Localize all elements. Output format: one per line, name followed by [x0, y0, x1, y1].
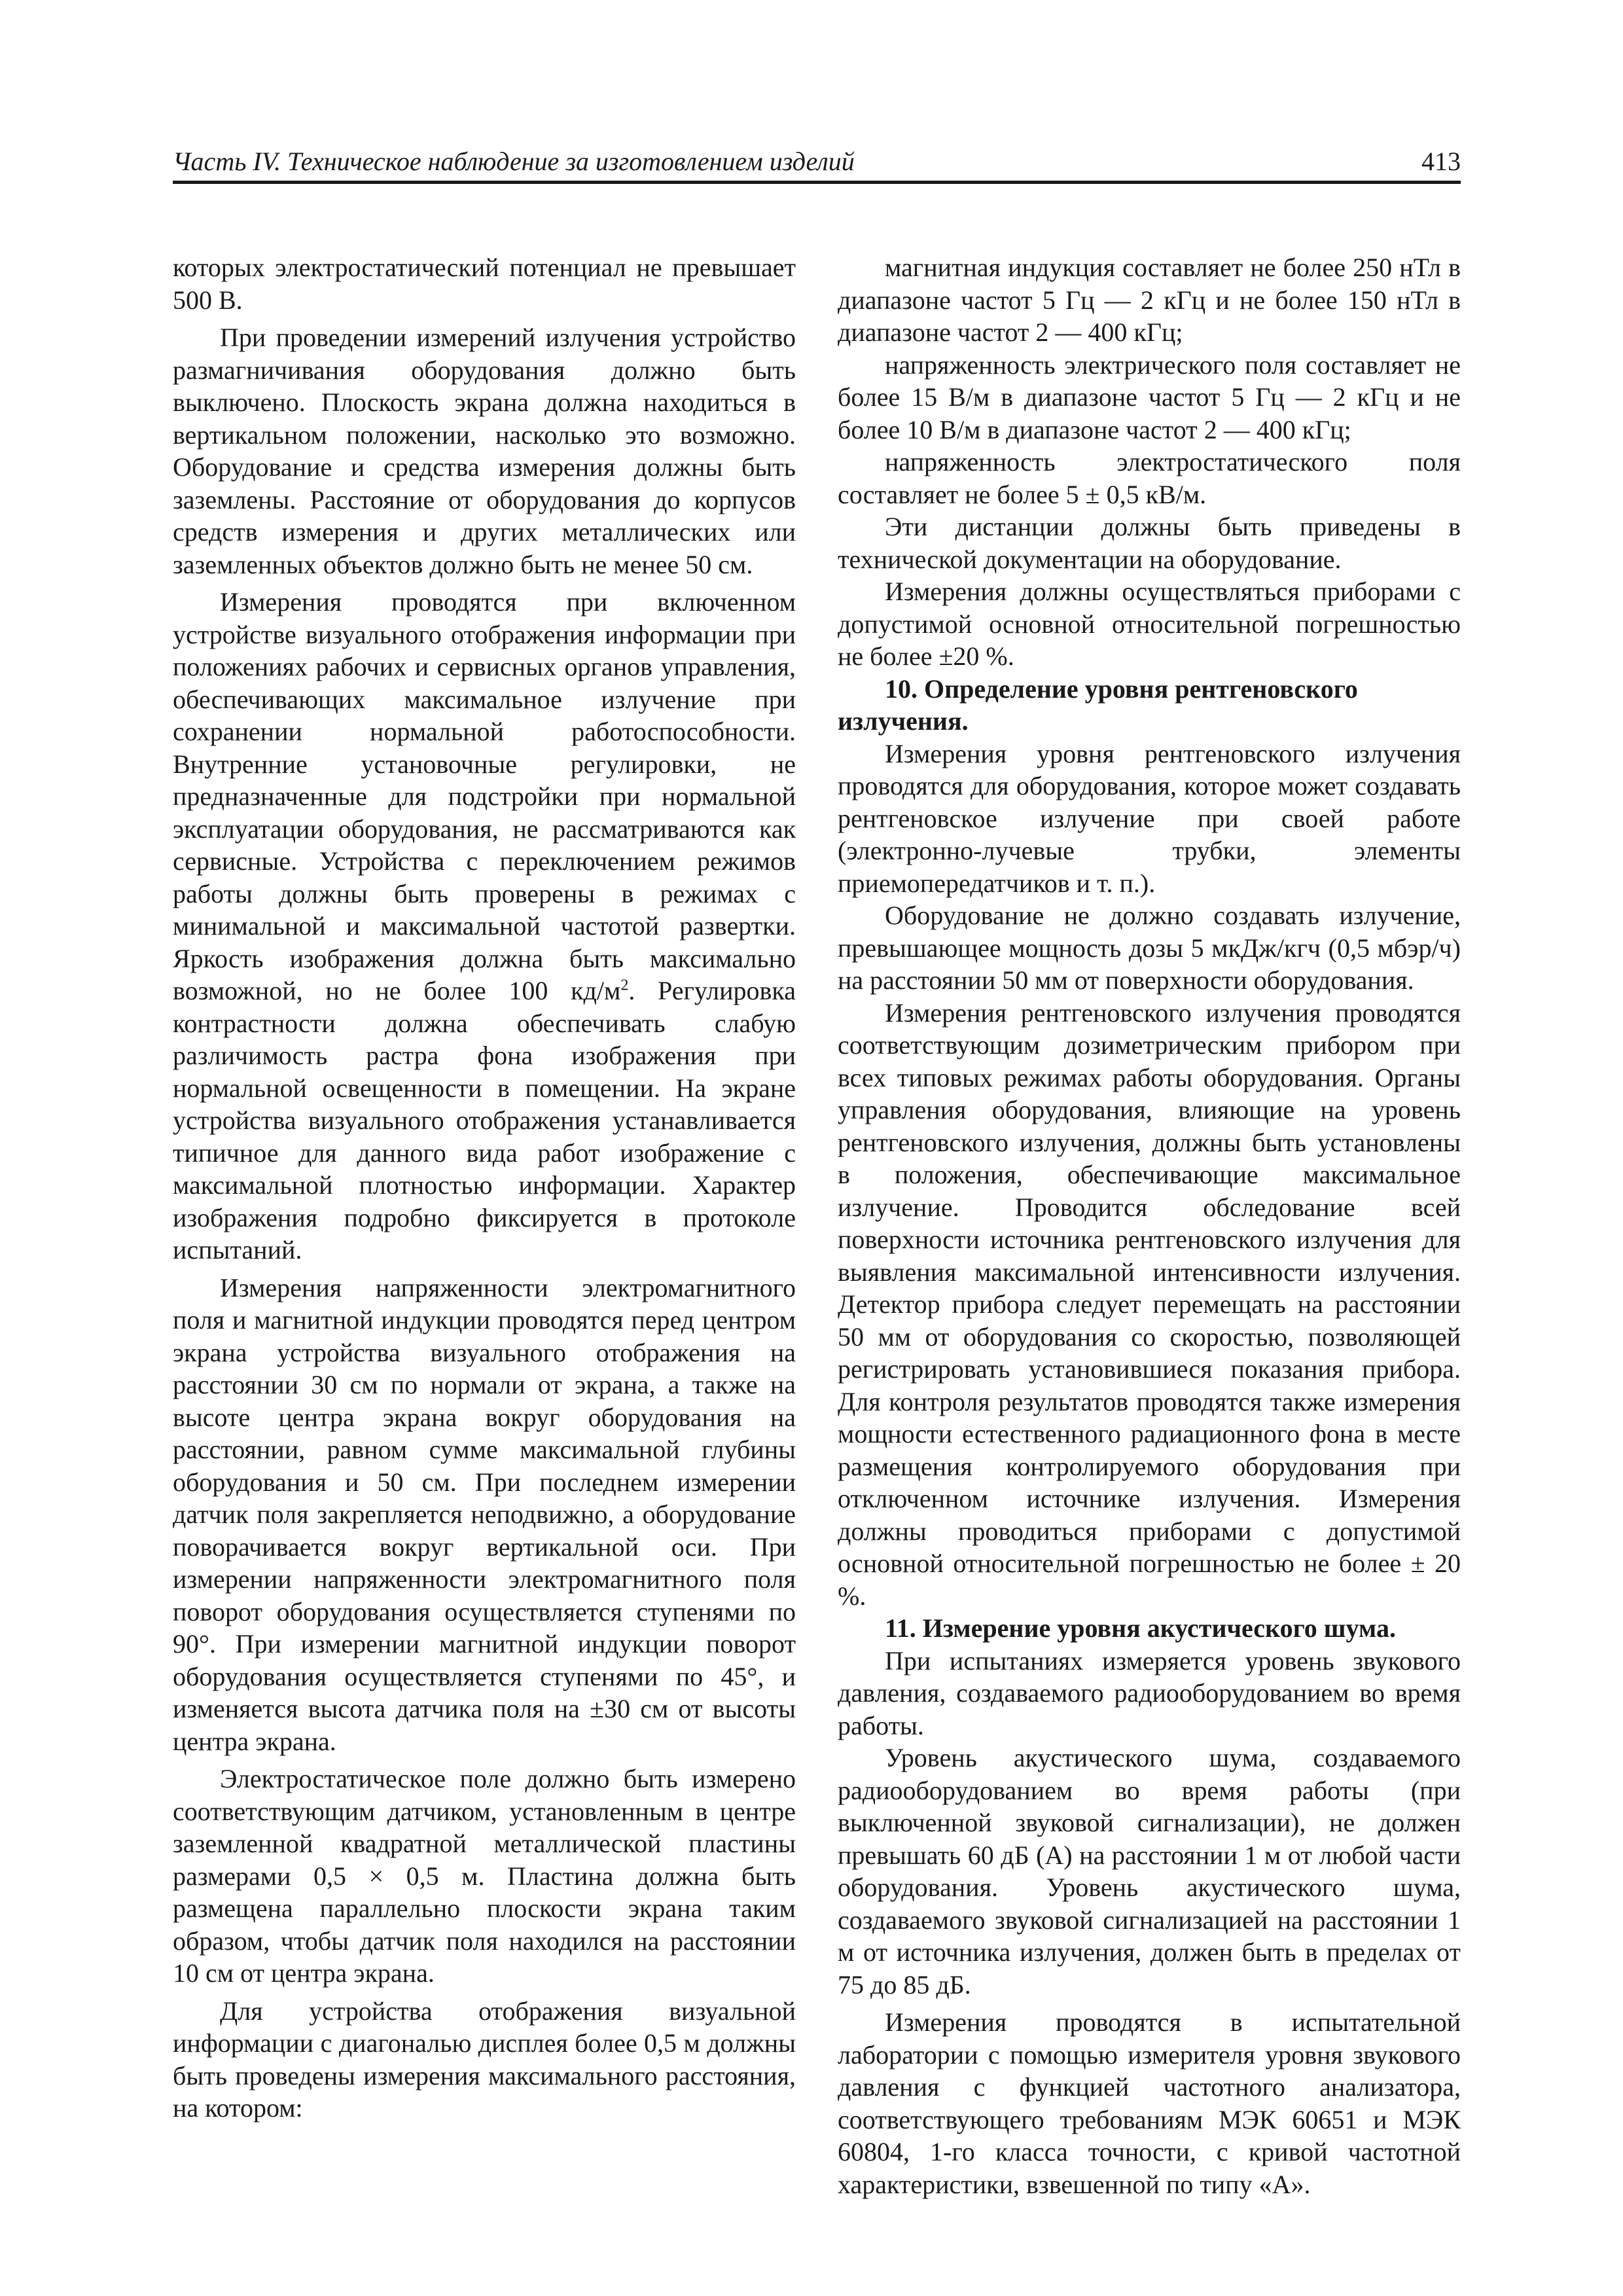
- paragraph: Оборудование не должно создавать излучение, превышающее мощность дозы 5 мкДж/кгч (0,5 мбэр/ч) на расстоянии 50 мм от поверхности оборудования.: [838, 901, 1461, 995]
- running-title: Часть IV. Техническое наблюдение за изготовлением изделий: [173, 147, 855, 176]
- paragraph: Эти дистанции должны быть приведены в технической документации на оборудование.: [838, 512, 1461, 574]
- paragraph: При испытаниях измеряется уровень звукового давления, создаваемого радиооборудованием во время работы.: [838, 1645, 1461, 1740]
- paragraph: которых электростатический потенциал не превышает 500 В.: [173, 253, 796, 315]
- superscript: 2: [620, 977, 629, 994]
- right-column: [838, 251, 1461, 2200]
- list-item: магнитная индукция составляет не более 250 нТл в диапазоне частот 5 Гц — 2 кГц и не более 150 нТл в диапазоне частот 2 — 400 кГц;: [838, 253, 1461, 347]
- paragraph: Измерения напряженности электромагнитного поля и магнитной индукции проводятся перед центром экрана устройства визуального отображения на расстоянии 30 см по нормали от экрана, а также на высоте центра экрана вокруг оборудования на расстоянии, равном сумме максимальной глубины оборудования и 50 см. При последнем измерении датчик поля закрепляется неподвижно, а оборудование поворачивается вокруг вертикальной оси. При измерении напряженности электромагнитного поля поворот оборудования осуществляется ступенями по 90°. При измерении магнитной индукции поворот оборудования осуществляется ступенями по 45°, и изменяется высота датчика поля на ±30 см от высоты центра экрана.: [173, 1272, 796, 1756]
- paragraph-text: . Регулировка контрастности должна обеспечивать слабую различимость растра фона изображения при нормальной освещенности в помещении. На экране устройства визуального отображения устанавливается типичное для данного вида работ изображение с максимальной плотностью информации. Характер изображения подробно фиксируется в протоколе испытаний.: [173, 976, 796, 1265]
- paragraph: Измерения должны осуществляться приборами с допустимой основной относительной погрешностью не более ±20 %.: [838, 577, 1461, 671]
- page-number: 413: [1421, 147, 1461, 176]
- section-heading: 11. Измерение уровня акустического шума.: [885, 1613, 1396, 1643]
- paragraph: Измерения рентгеновского излучения проводятся соответствующим дозиметрическим прибором при всех типовых режимах работы оборудования. Органы управления оборудования, влияющие на уровень рентгеновского излучения, должны быть установлены в положения, обеспечивающие максимальное излучение. Проводится обследование всей поверхности источника рентгеновского излучения для выявления максимальной интенсивности излучения. Детектор прибора следует перемещать на расстоянии 50 мм от оборудования со скоростью, позволяющей регистрировать установившиеся показания прибора. Для контроля результатов проводятся также измерения мощности естественного радиационного фона в месте размещения контролируемого оборудования при отключенном источнике излучения. Измерения должны проводиться приборами с допустимой основной относительной погрешностью не более ± 20 %.: [838, 997, 1461, 1611]
- list-item: напряженность электростатического поля составляет не более 5 ± 0,5 кВ/м.: [838, 447, 1461, 509]
- list-item: напряженность электрического поля составляет не более 15 В/м в диапазоне частот 5 Гц — 2 кГц и не более 10 В/м в диапазоне частот 2 — 400 кГц;: [838, 350, 1461, 444]
- paragraph: Измерения проводятся в испытательной лаборатории с помощью измерителя уровня звукового давления с функцией частотного анализатора, соответствующего требованиям МЭК 60651 и МЭК 60804, 1-го класса точности, с кривой частотной характеристики, взвешенной по типу «А».: [838, 2007, 1461, 2199]
- paragraph: Электростатическое поле должно быть измерено соответствующим датчиком, установленным в центре заземленной квадратной металлической пластины размерами 0,5 × 0,5 м. Пластина должна быть размещена параллельно плоскости экрана таким образом, чтобы датчик поля находился на расстоянии 10 см от центра экрана.: [173, 1764, 796, 1988]
- paragraph: [173, 586, 796, 1266]
- paragraph: Уровень акустического шума, создаваемого радиооборудованием во время работы (при выключенной звуковой сигнализации), не должен превышать 60 дБ (А) на расстоянии 1 м от любой части оборудования. Уровень акустического шума, создаваемого звуковой сигнализацией на расстоянии 1 м от источника излучения, должен быть в пределах от 75 до 85 дБ.: [838, 1743, 1461, 2000]
- paragraph: Измерения уровня рентгеновского излучения проводятся для оборудования, которое может создавать рентгеновское излучение при своей работе (электронно-лучевые трубки, элементы приемопередатчиков и т. п.).: [838, 738, 1461, 898]
- paragraph: При проведении измерений излучения устройство размагничивания оборудования должно быть выключено. Плоскость экрана должна находиться в вертикальном положении, насколько это возможно. Оборудование и средства измерения должны быть заземлены. Расстояние от оборудования до корпусов средств измерения и других металлических или заземленных объектов должно быть не менее 50 см.: [173, 323, 796, 579]
- paragraph-text: Измерения проводятся при включенном устройстве визуального отображения информации при положениях рабочих и сервисных органов управления, обеспечивающих максимальное излучение при сохранении нормальной работоспособности. Внутренние установочные регулировки, не предназначенные для подстройки при нормальной эксплуатации оборудования, не рассматриваются как сервисные. Устройства с переключением режимов работы должны быть проверены в режимах с минимальной и максимальной частотой развертки. Яркость изображения должна быть максимально возможной, но не более 100 кд/м: [173, 587, 796, 1005]
- left-column: [173, 251, 796, 2125]
- paragraph: Для устройства отображения визуальной информации с диагональю дисплея более 0,5 м должны быть проведены измерения максимального расстояния, на котором:: [173, 1996, 796, 2123]
- section-heading: 10. Определение уровня рентгеновского излучения.: [838, 673, 1358, 736]
- page-header: [173, 140, 1461, 184]
